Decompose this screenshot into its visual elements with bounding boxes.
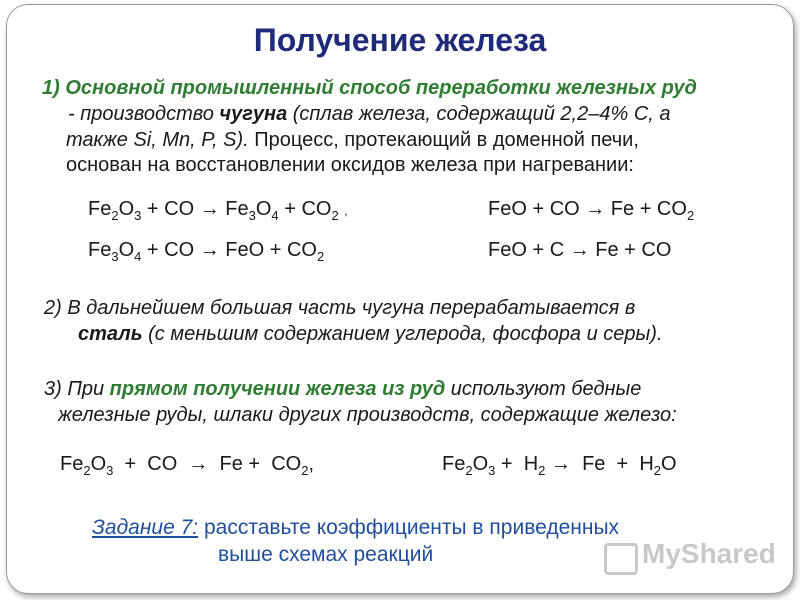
p2-line2 [78,323,662,346]
p3-line1 [44,378,641,401]
p1-line4: основан на восстановлении оксидов железа при нагревании: [66,154,634,176]
p1-line3-a: также Si, Mn, P, S). [66,129,255,151]
task-line2: выше схемах реакций [218,543,434,566]
p2-line2-rest: (с меньшим содержанием углерода, фосфора и серы). [142,323,663,345]
p3-line2: железные руды, шлаки других производств, содержащие железо: [58,404,677,426]
watermark-text: MyShared [642,538,776,569]
p2-line1: 2) В дальнейшем большая часть чугуна перерабатывается в [44,297,636,319]
p1-line3 [66,129,639,152]
p1-line1-text: 1) Основной промышленный способ переработки железных руд [42,77,697,99]
p3-line1-a: 3) При [44,378,110,400]
p3-direct-reduction: прямом получении железа из руд [109,378,446,400]
equation-5: $Fe_2O_3$ + CO → $Fe + CO_2$, [60,453,315,478]
p1-line3-b: Процесс, протекающий в доменной печи, [254,129,639,151]
equation-1: $Fe_2O_3$ + CO → $Fe_3O_4 + CO_2$ , [88,198,348,223]
watermark [604,538,776,575]
p1-line2-a: - производство [68,103,220,125]
equation-3: $Fe_3O_4$ + CO → FeO + $CO_2$ [88,239,325,264]
equation-6: $Fe_2O_3 + H_2 \to Fe + H_2O$ [442,453,677,478]
p1-cast-iron: чугуна [219,103,288,125]
p3-line1-b: используют бедные [445,378,642,400]
page-title: Получение железа [253,22,547,58]
p1-line2 [68,103,671,126]
equation-2: FeO + CO → $Fe + CO_2$ [488,198,695,223]
task-label: Задание 7: [92,516,199,539]
equation-4: FeO + C → Fe + CO [488,239,672,261]
p1-line2-b: (сплав железа, содержащий 2,2–4% С, а [287,103,671,125]
task-line1-text: расставьте коэффициенты в приведенных [198,516,620,539]
presentation-icon [604,543,638,575]
task-line1 [92,516,619,540]
p2-steel: сталь [78,323,143,345]
p1-line1 [42,77,697,100]
